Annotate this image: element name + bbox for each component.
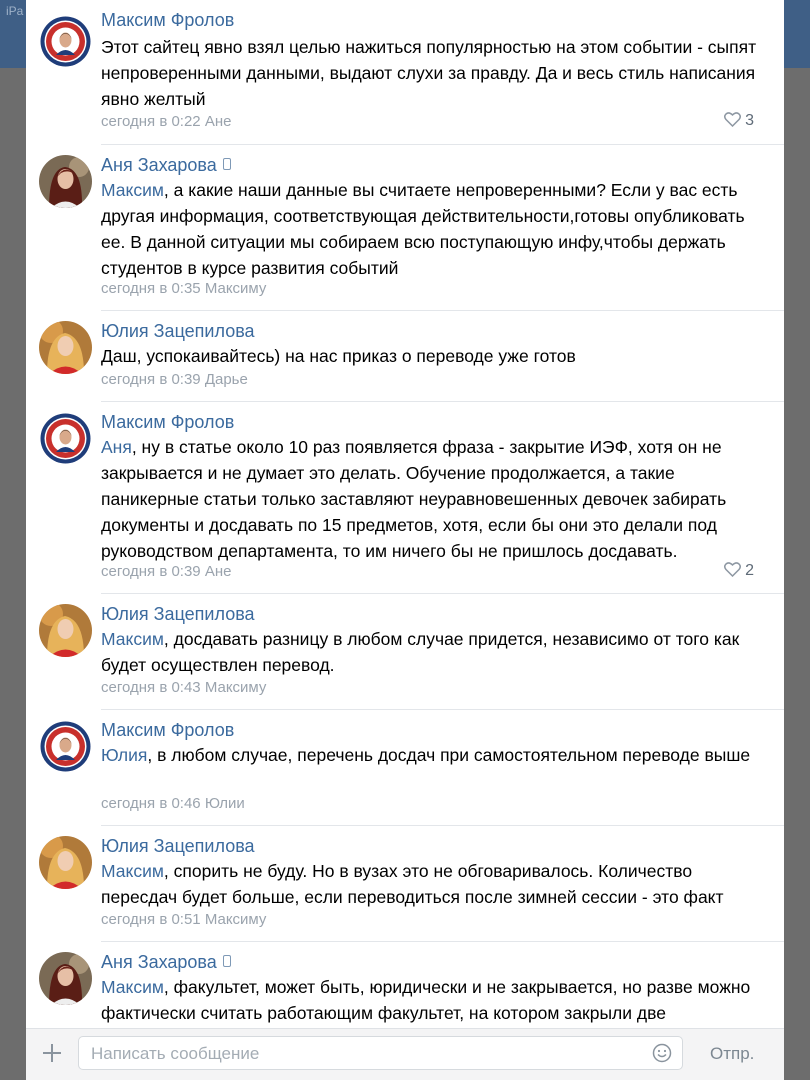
- comment-meta[interactable]: сегодня в 0:43 Максиму: [101, 679, 267, 696]
- comment-item: [26, 311, 784, 402]
- author-name[interactable]: Максим Фролов: [101, 720, 235, 740]
- mention-link[interactable]: Максим: [101, 180, 164, 200]
- comment-meta[interactable]: сегодня в 0:39 Дарье: [101, 371, 248, 388]
- avatar[interactable]: [39, 15, 92, 68]
- comment-body: , а какие наши данные вы считаете непроверенными? Если у вас есть другая информация, соответствующая действительности,готовы опубликовать ее. В данной ситуации мы собираем всю поступающую инфу,чтобы держать студентов в курсе развития событий: [101, 180, 745, 278]
- comment-text: [101, 434, 771, 564]
- comment-body: , досдавать разницу в любом случае придется, независимо от того как будет осуществлен перевод.: [101, 629, 740, 675]
- comment-meta[interactable]: сегодня в 0:46 Юлии: [101, 795, 245, 812]
- comment-author[interactable]: [101, 836, 255, 857]
- heart-icon[interactable]: [724, 112, 741, 127]
- message-field[interactable]: [78, 1036, 683, 1070]
- comment-meta[interactable]: сегодня в 0:22 Ане: [101, 113, 232, 130]
- comment-meta[interactable]: сегодня в 0:51 Максиму: [101, 911, 267, 928]
- comment-body: Этот сайтец явно взял целью нажиться популярностью на этом событии - сыпят непроверенными данными, выдают слухи за правду. Да и весь стиль написания явно желтый: [101, 37, 757, 109]
- comment-text: [101, 343, 771, 369]
- like-count: 3: [745, 112, 754, 129]
- avatar[interactable]: [39, 155, 92, 208]
- avatar[interactable]: [39, 720, 92, 773]
- comment-text: [101, 626, 771, 678]
- comment-meta[interactable]: сегодня в 0:39 Ане: [101, 563, 232, 580]
- mobile-phone-icon: [223, 158, 231, 170]
- comment-item: [26, 145, 784, 311]
- avatar[interactable]: [39, 952, 92, 1005]
- avatar[interactable]: [39, 836, 92, 889]
- comment-item: [26, 402, 784, 594]
- comment-item: [26, 826, 784, 942]
- comment-item: [26, 594, 784, 710]
- mention-link[interactable]: Максим: [101, 977, 164, 997]
- author-name[interactable]: Аня Захарова: [101, 155, 217, 175]
- comments-sheet: [26, 0, 784, 1080]
- mention-link[interactable]: Максим: [101, 629, 164, 649]
- comment-body: , спорить не буду. Но в вузах это не обговаривалось. Количество пересдач будет больше, если переводиться после зимней сессии - это факт: [101, 861, 724, 907]
- status-bar-device: iPa: [6, 4, 24, 18]
- like-button[interactable]: [724, 562, 754, 580]
- comment-author[interactable]: [101, 720, 234, 741]
- comment-meta[interactable]: сегодня в 0:35 Максиму: [101, 280, 267, 297]
- comment-author[interactable]: [101, 10, 234, 31]
- comment-author[interactable]: [101, 412, 234, 433]
- like-button[interactable]: [724, 112, 754, 130]
- comment-body: Даш, успокаивайтесь) на нас приказ о переводе уже готов: [101, 346, 576, 366]
- comment-author[interactable]: [101, 952, 231, 973]
- heart-icon[interactable]: [724, 562, 741, 577]
- message-input[interactable]: [89, 1043, 633, 1065]
- comment-author[interactable]: [101, 321, 255, 342]
- mobile-phone-icon: [223, 955, 231, 967]
- send-button[interactable]: Отпр.: [710, 1044, 755, 1063]
- like-count: 2: [745, 562, 754, 579]
- comment-text: [101, 34, 771, 112]
- plus-icon[interactable]: [41, 1042, 63, 1064]
- comment-text: [101, 974, 771, 1026]
- comment-item: [26, 0, 784, 145]
- avatar[interactable]: [39, 412, 92, 465]
- comment-body: , факультет, может быть, юридически и не закрывается, но разве можно фактически считать работающим факультет, на котором закрыли две: [101, 977, 751, 1023]
- mention-link[interactable]: Максим: [101, 861, 164, 881]
- author-name[interactable]: Максим Фролов: [101, 412, 235, 432]
- mention-link[interactable]: Аня: [101, 437, 132, 457]
- smile-icon[interactable]: [652, 1043, 672, 1063]
- author-name[interactable]: Юлия Зацепилова: [101, 604, 255, 624]
- comment-text: [101, 177, 771, 281]
- message-composer: [26, 1028, 784, 1080]
- author-name[interactable]: Аня Захарова: [101, 952, 217, 972]
- author-name[interactable]: Максим Фролов: [101, 10, 235, 30]
- comment-author[interactable]: [101, 604, 255, 625]
- author-name[interactable]: Юлия Зацепилова: [101, 321, 255, 341]
- comment-item: [26, 710, 784, 826]
- comment-body: , ну в статье около 10 раз появляется фраза - закрытие ИЭФ, хотя он не закрывается и не думает это делать. Обучение продолжается, а такие паникерные статьи только заставляют неуравновешенных девочек забирать документы и досдавать по 15 предметов, хотя, если бы они это делали под руководством департамента, то им ничего бы не пришлось досдавать.: [101, 437, 727, 561]
- comment-author[interactable]: [101, 155, 231, 176]
- mention-link[interactable]: Юлия: [101, 745, 148, 765]
- avatar[interactable]: [39, 604, 92, 657]
- author-name[interactable]: Юлия Зацепилова: [101, 836, 255, 856]
- avatar[interactable]: [39, 321, 92, 374]
- comment-body: , в любом случае, перечень досдач при самостоятельном переводе выше: [147, 745, 751, 765]
- comment-text: [101, 858, 771, 910]
- comment-text: [101, 742, 771, 768]
